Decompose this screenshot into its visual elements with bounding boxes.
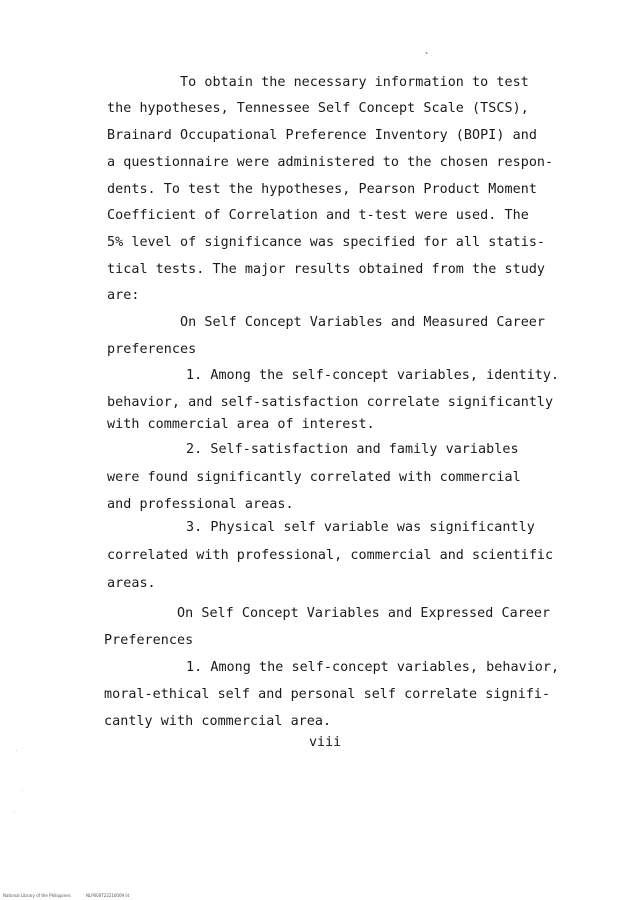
text-line: were found significantly correlated with commercial (107, 470, 521, 485)
stray-mark: ` (424, 52, 431, 63)
text-line: are: (107, 288, 140, 303)
text-line: Coefficient of Correlation and t-test were used. The (107, 208, 529, 223)
section-heading: On Self Concept Variables and Measured Career (180, 315, 546, 330)
footer-library: National Library of the Philippines (3, 893, 71, 898)
text-line: 1. Among the self-concept variables, behavior, (186, 660, 560, 675)
text-line: 3. Physical self variable was significantly (186, 520, 535, 535)
text-line: To obtain the necessary information to test (180, 75, 529, 90)
text-line: tical tests. The major results obtained from the study (107, 262, 546, 277)
text-line: correlated with professional, commercial and scientific (107, 548, 554, 563)
section-heading: Preferences (104, 633, 194, 648)
text-line: behavior, and self-satisfaction correlate significantly (107, 395, 554, 410)
page-number: viii (309, 735, 342, 750)
section-heading: On Self Concept Variables and Expressed Career (177, 606, 551, 621)
section-heading: preferences (107, 342, 197, 357)
text-line: 1. Among the self-concept variables, identity. (186, 368, 560, 383)
scan-speck (14, 812, 15, 813)
text-line: dents. To test the hypotheses, Pearson Product Moment (107, 182, 537, 197)
text-line: Brainard Occupational Preference Inventory (BOPI) and (107, 128, 537, 143)
scan-speck (16, 750, 17, 751)
text-line: with commercial area of interest. (107, 417, 375, 432)
text-line: 5% level of significance was specified for all statis- (107, 235, 546, 250)
text-line: 2. Self-satisfaction and family variables (186, 442, 519, 457)
text-line: a questionnaire were administered to the chosen respon- (107, 155, 554, 170)
footer-id: NLP000T22210009 lit (86, 893, 130, 898)
text-line: moral-ethical self and personal self correlate signifi- (104, 687, 551, 702)
text-line: cantly with commercial area. (104, 714, 332, 729)
text-line: the hypotheses, Tennessee Self Concept Scale (TSCS), (107, 101, 529, 116)
scan-footer (3, 893, 129, 898)
text-line: areas. (107, 576, 156, 591)
text-line: and professional areas. (107, 497, 294, 512)
scan-speck (22, 790, 23, 791)
